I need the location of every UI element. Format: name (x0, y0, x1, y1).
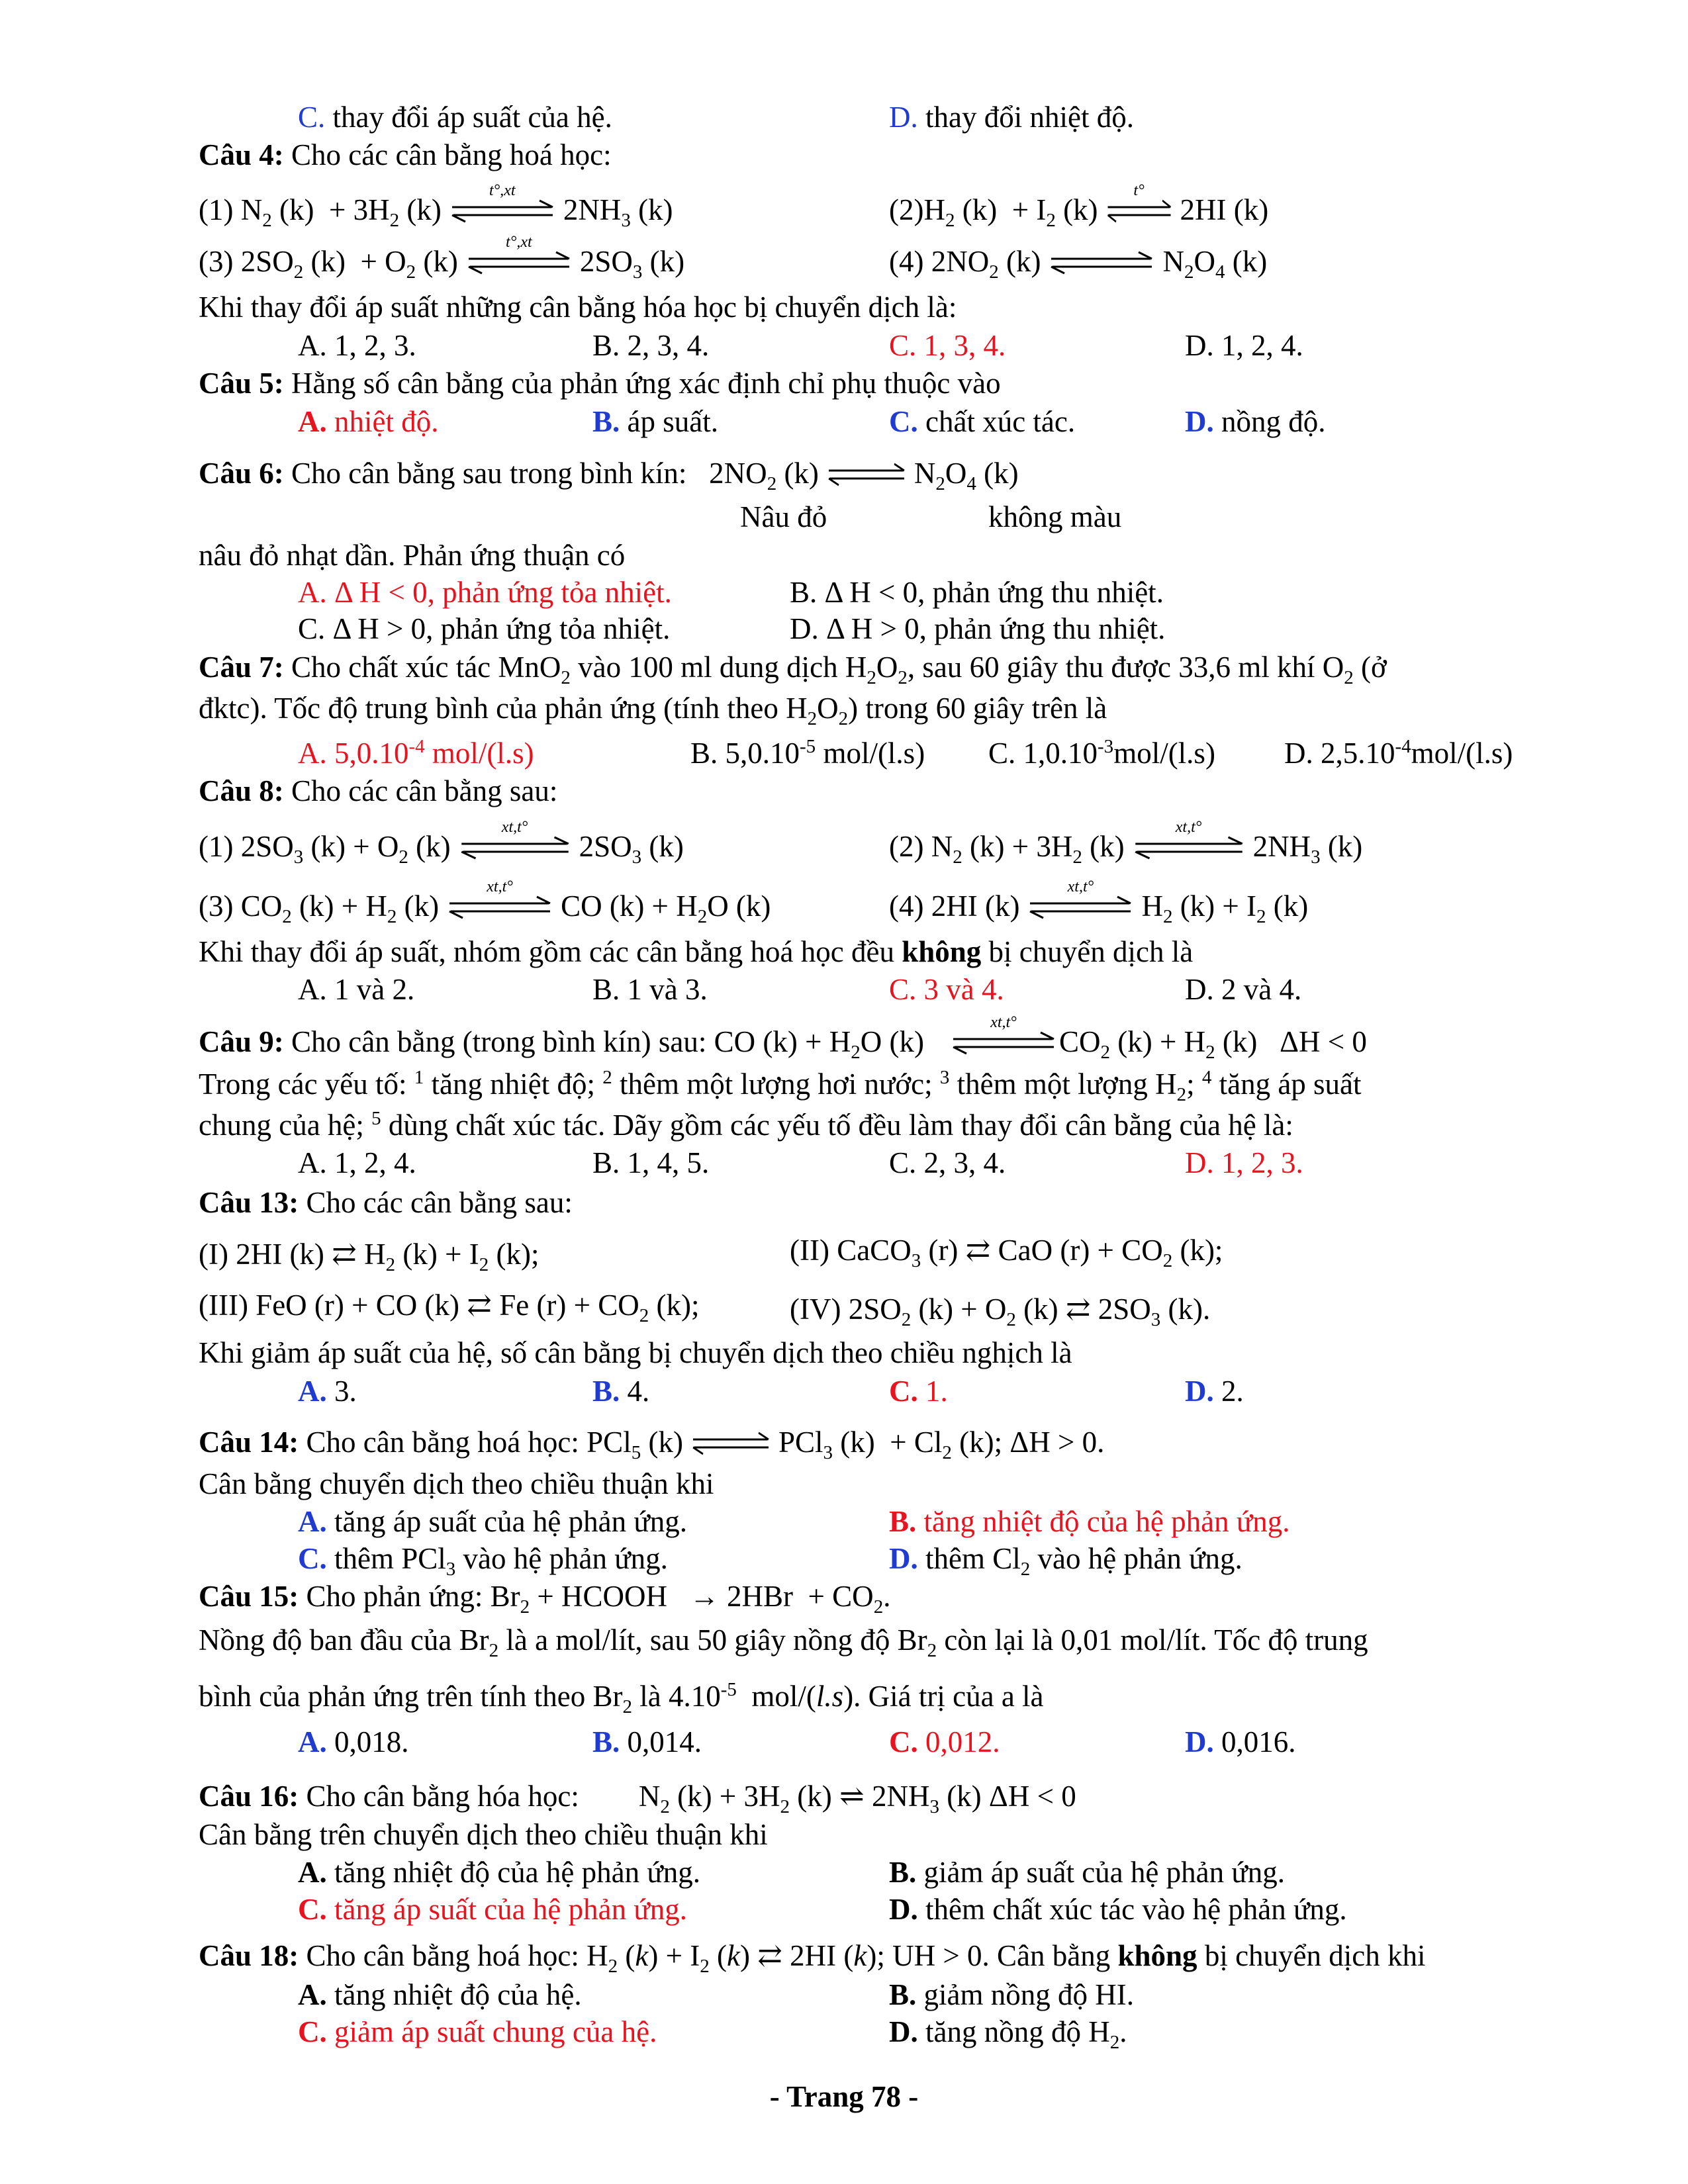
q14-stem: Câu 14: Cho cân bằng hoá học: PCl$_5$ (k) PCl$_3$ $(k) + Cl_2$ (k); ΔH > 0. (199, 1426, 1105, 1463)
q13-equilibrium-i: (I) 2HI (k) ⇄ $H_2$ $(k) + I_2$ (k); (199, 1238, 539, 1275)
q6-continuation: nâu đỏ nhạt dần. Phản ứng thuận có (199, 539, 626, 572)
q8-reaction-4: (4) 2HI (k) xt,t° $H_2$ $(k) + I_2$ (k) (889, 878, 1309, 927)
q18-option-c: C. giảm áp suất chung của hệ. (298, 2015, 657, 2048)
q6-stem: Câu 6: Cho cân bằng sau trong bình kín: $2NO_2$ (k) $N_2O_4$ (k) (199, 457, 1019, 494)
q5-option-a: A. nhiệt độ. (298, 405, 439, 438)
q7-option-b: B. $5,0.10^{-5}$ mol/(l.s) (690, 736, 925, 770)
q7-option-d: D. $2,5.10^{-4}mol/(l.s)$ (1284, 736, 1513, 770)
q13-option-b: B. 4. (592, 1375, 650, 1408)
q7-stem-line2: đktc). Tốc độ trung bình của phản ứng (tính theo $H_2O_2$) trong 60 giây trên là (199, 692, 1107, 729)
q16-stem: Câu 16: Cho cân bằng hóa học: $N_2$ $(k) + 3H_2$ (k) ⇌ $2NH_3$ (k) ΔH < 0 (199, 1780, 1076, 1817)
q4-option-d: D. 1, 2, 4. (1185, 329, 1303, 362)
q4-reaction-2: $(2)H_2$ $(k) + I_2$ (k) t° 2HI (k) (889, 181, 1269, 231)
q8-reaction-3: (3) $CO_2$ $(k) + H_2$ (k) xt,t° CO $(k) + H_2O$ (k) (199, 878, 771, 927)
q6-option-b: B. Δ H < 0, phản ứng thu nhiệt. (790, 576, 1164, 609)
q6-color-left: Nâu đỏ (740, 500, 827, 533)
q9-option-c: C. 2, 3, 4. (889, 1146, 1006, 1179)
q18-option-a: A. tăng nhiệt độ của hệ. (298, 1978, 582, 2011)
q6-color-right: không màu (988, 500, 1122, 533)
equilibrium-arrow-icon: xt,t° (447, 893, 553, 920)
q4-option-a: A. 1, 2, 3. (298, 329, 416, 362)
q16-option-c: C. tăng áp suất của hệ phản ứng. (298, 1893, 687, 1926)
q16-option-d: D. thêm chất xúc tác vào hệ phản ứng. (889, 1893, 1347, 1926)
q14-option-d: D. thêm $Cl_2$ vào hệ phản ứng. (889, 1542, 1243, 1580)
q5-option-d: D. nồng độ. (1185, 405, 1326, 438)
q16-question: Cân bằng trên chuyển dịch theo chiều thuận khi (199, 1818, 768, 1851)
q4-reaction-3: (3) $2SO_2$ $(k) + O_2$ (k) t°,xt $2SO_3$ (k) (199, 233, 685, 283)
q3-option-c: C. thay đổi áp suất của hệ. (298, 101, 612, 134)
equilibrium-arrow-icon: t°,xt (466, 249, 572, 275)
q5-option-c: C. chất xúc tác. (889, 405, 1076, 438)
equilibrium-arrow-icon (691, 1430, 771, 1456)
q4-option-c: C. 1, 3, 4. (889, 329, 1006, 362)
q15-option-a: A. 0,018. (298, 1725, 409, 1758)
q18-option-d: D. tăng nồng độ $H_2$. (889, 2015, 1127, 2053)
q8-option-c: C. 3 và 4. (889, 973, 1004, 1006)
q8-reaction-1: (1) $2SO_3$ $(k) + O_2$ (k) xt,t° $2SO_3$ (k) (199, 818, 684, 868)
q18-option-b: B. giảm nồng độ HI. (889, 1978, 1134, 2011)
q16-option-a: A. tăng nhiệt độ của hệ phản ứng. (298, 1856, 700, 1889)
q15-line3: bình của phản ứng trên tính theo $Br_2$ là $4.10^{-5}$ mol/(l.s). Giá trị của a là (199, 1679, 1044, 1717)
page-number: - Trang 78 - (769, 2080, 919, 2113)
q6-option-d: D. Δ H > 0, phản ứng thu nhiệt. (790, 612, 1166, 645)
q6-option-c: C. Δ H > 0, phản ứng tỏa nhiệt. (298, 612, 671, 645)
q15-option-b: B. 0,014. (592, 1725, 702, 1758)
q16-option-b: B. giảm áp suất của hệ phản ứng. (889, 1856, 1285, 1889)
q15-option-c: C. 0,012. (889, 1725, 1000, 1758)
q5-stem: Câu 5: Hằng số cân bằng của phản ứng xác định chỉ phụ thuộc vào (199, 367, 1001, 400)
q15-line2: Nồng độ ban đầu của $Br_2$ là a mol/lít, sau 50 giây nồng độ $Br_2$ còn lại là 0,01 mol/lít. Tốc độ trung (199, 1623, 1368, 1661)
q6-option-a: A. Δ H < 0, phản ứng tỏa nhiệt. (298, 576, 672, 609)
q8-option-d: D. 2 và 4. (1185, 973, 1302, 1006)
q4-option-b: B. 2, 3, 4. (592, 329, 710, 362)
q4-reaction-4: (4) $2NO_2$ (k) $N_2O_4$ (k) (889, 245, 1268, 283)
q4-question: Khi thay đổi áp suất những cân bằng hóa học bị chuyển dịch là: (199, 291, 957, 324)
q8-option-a: A. 1 và 2. (298, 973, 415, 1006)
q13-question: Khi giảm áp suất của hệ, số cân bằng bị chuyển dịch theo chiều nghịch là (199, 1336, 1072, 1369)
q8-question: Khi thay đổi áp suất, nhóm gồm các cân bằng hoá học đều không bị chuyển dịch là (199, 935, 1194, 968)
equilibrium-arrow-icon: xt,t° (1027, 893, 1133, 920)
q4-stem: Câu 4: Cho các cân bằng hoá học: (199, 138, 612, 171)
equilibrium-arrow-icon: xt,t° (951, 1029, 1056, 1056)
q9-option-d: D. 1, 2, 3. (1185, 1146, 1303, 1179)
q13-option-d: D. 2. (1185, 1375, 1244, 1408)
q13-option-c: C. 1. (889, 1375, 948, 1408)
q7-option-a: A. $5,0.10^{-4}$ mol/(l.s) (298, 736, 534, 770)
q9-factors-line2: chung của hệ; $^5$ dùng chất xúc tác. Dãy gồm các yếu tố đều làm thay đổi cân bằng của hệ là: (199, 1108, 1293, 1142)
equilibrium-arrow-icon: t° (1106, 197, 1172, 224)
q13-option-a: A. 3. (298, 1375, 357, 1408)
q9-option-b: B. 1, 4, 5. (592, 1146, 710, 1179)
equilibrium-arrow-icon: t°,xt (449, 197, 555, 224)
q15-stem: Câu 15: Cho phản ứng: $Br_2$ + HCOOH → $2HBr + CO_2$. (199, 1580, 891, 1617)
q18-stem: Câu 18: Cho cân bằng hoá học: $H_2$ $(k) + I_2$ (k) ⇄ 2HI (k); UH > 0. Cân bằng không bị chuyển dịch khi (199, 1939, 1426, 1977)
q7-stem-line1: Câu 7: Cho chất xúc tác MnO$_2$ vào 100 ml dung dịch $H_2O_2$, sau 60 giây thu được 33,6 ml khí $O_2$ (ở (199, 651, 1387, 688)
q3-option-d: D. thay đổi nhiệt độ. (889, 101, 1134, 134)
q8-stem: Câu 8: Cho các cân bằng sau: (199, 774, 558, 807)
q14-question: Cân bằng chuyển dịch theo chiều thuận khi (199, 1467, 714, 1500)
q13-equilibrium-iv: (IV) $2SO_2$ $(k) + O_2$ (k) ⇄ $2SO_3$ (k). (790, 1293, 1211, 1330)
q14-option-a: A. tăng áp suất của hệ phản ứng. (298, 1505, 687, 1538)
q7-option-c: C. $1,0.10^{-3}mol/(l.s)$ (988, 736, 1215, 770)
q9-stem: Câu 9: Cho cân bằng (trong bình kín) sau: CO $(k) + H_2O$ (k) xt,t° $CO_2$ $(k) + H_2$ (k) ΔH < 0 (199, 1013, 1367, 1063)
q13-stem: Câu 13: Cho các cân bằng sau: (199, 1186, 573, 1219)
equilibrium-arrow-icon: xt,t° (459, 834, 571, 860)
q13-equilibrium-iii: (III) FeO (r) + CO (k) ⇄ Fe $(r) + CO_2$ (k); (199, 1289, 700, 1326)
q8-reaction-2: (2) $N_2$ $(k) + 3H_2$ (k) xt,t° $2NH_3$ (k) (889, 818, 1363, 868)
q8-option-b: B. 1 và 3. (592, 973, 708, 1006)
q9-factors-line1: Trong các yếu tố: $^1$ tăng nhiệt độ; $^2$ thêm một lượng hơi nước; $^3$ thêm một lượng $H_2$; $^4$ tăng áp suất (199, 1067, 1362, 1105)
q13-equilibrium-ii: (II) CaCO$_3$ (r) ⇄ CaO $(r) + CO_2$ (k); (790, 1234, 1223, 1271)
q5-option-b: B. áp suất. (592, 405, 718, 438)
q14-option-b: B. tăng nhiệt độ của hệ phản ứng. (889, 1505, 1290, 1538)
equilibrium-arrow-icon (827, 461, 906, 487)
q15-option-d: D. 0,016. (1185, 1725, 1296, 1758)
equilibrium-arrow-icon (1049, 249, 1154, 275)
equilibrium-arrow-icon: xt,t° (1133, 834, 1245, 860)
q9-option-a: A. 1, 2, 4. (298, 1146, 416, 1179)
q14-option-c: C. thêm PCl$_3$ vào hệ phản ứng. (298, 1542, 668, 1580)
q4-reaction-1: (1) $N_2$ $(k) + 3H_2$ (k) t°,xt $2NH_3$ (k) (199, 181, 673, 231)
